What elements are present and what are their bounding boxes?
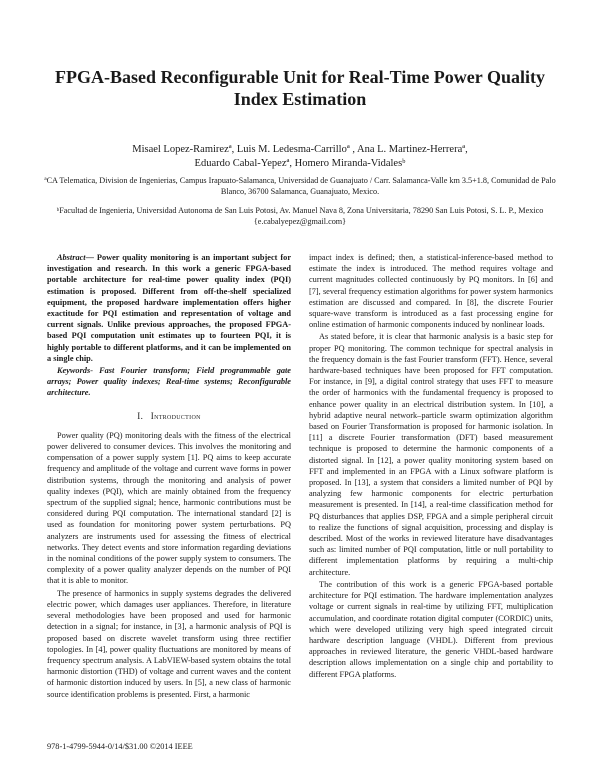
paragraph: As stated before, it is clear that harmonic analysis is a basic step for proper PQ monitoring. The common technique for spectral analysis in the frequency domain is the fast Fourier transform (FFT). Hence, several hardware-based techniques have been proposed for FFT computation. For instance, in [9], a digital control strategy that uses FFT to measure the order of harmonics with the fundamental frequency is proposed to enhance power quality in an electrical distribution system. In [10], a hybrid adaptive neural network–particle swarm optimization algorithm based on Fourier Transformation is proposed for harmonic isolation. In [11] a discrete Fourier transformation (DFT) based measurement technique is proposed to determine the harmonic components of a distorted signal. In [12], a power quality monitoring system based on FFT and implemented in an FPGA with a Linux software platform is proposed. In [13], a system that considers a limited number of PQI by analyzing few harmonic components for electric perturbation measurement is presented. In [14], a real-time classification method for PQ disturbances that applies DSP, FPGA and a simple peripheral circuit to realize the functions of signal acquisition, processing and display is described. Most of the works in reviewed literature have disadvantages such as: limited number of PQI computation, little or null portability to different implementation platforms by requiring a multi-chip architecture. xyxy=(309,332,553,577)
authors-line-2: Eduardo Cabal-Yepezª, Homero Miranda-Vidalesᵇ xyxy=(194,158,406,169)
paragraph: Power quality (PQ) monitoring deals with the fitness of the electrical power delivered to consumer devices. This involves the monitoring and compensation of a power supply system [1]. PQ aims to keep accurate frequency and amplitude of the voltage and current wave forms in power distribution systems, through the monitoring and analysis of power quality indexes (PQI), which are mainly obtained from the frequency spectrum of the supplied signal; hence, harmonic contributions must be considered during PQI computation. The international standard [2] is used as foundation for monitoring power system perturbations. PQ analyzers are instruments used for assessing the fitness of electrical networks. They detect events and store information regarding deviations in the nominal conditions of the power supply system to consumers. The complexity of a power quality analyzer depends on the number of PQI that it is able to monitor. xyxy=(47,430,291,586)
section-heading xyxy=(47,411,291,422)
keywords: Keywords- Fast Fourier transform; Field programmable gate arrays; Power quality indexes; Real-time systems; Reconfigurable architecture. xyxy=(47,366,291,398)
affiliation-b xyxy=(40,205,560,227)
abstract-text: — Power quality monitoring is an important subject for investigation and research. In this work a generic FPGA-based portable architecture for real-time power quality index (PQI) estimation is proposed. Different from off-the-shelf specialized equipment, the proposed hardware implementation offers higher exactitude for PQI estimation and representation of voltage and current signals. Unlike previous approaches, the proposed FPGA-based PQI computation unit estimates up to fourteen PQI, it is highly portable to different platforms, and it can be implemented on a single chip. xyxy=(47,253,291,363)
right-column xyxy=(309,252,553,681)
affiliation-b-text: ᵇFacultad de Ingenieria, Universidad Autonoma de San Luis Potosi, Av. Manuel Nava 8, Zona Universitaria, 78290 San Luis Potosi, S. L. P., Mexico xyxy=(56,206,544,215)
paragraph: The presence of harmonics in supply systems degrades the delivered electric power, which damages user appliances. Therefore, in literature several methodologies have been proposed and used for harmonic detection in a signal; for instance, in [3], a harmonic analysis of PQI is proposed based on discrete wavelet transform using three rectifier topologies. In [4], power quality fluctuations are monitored by means of frequency spectrum analysis. A LabVIEW-based system obtains the total harmonic distortion (THD) of voltage and current waves and the content of harmonic distortion induced by users. In [5], a new class of harmonic source identification problems is presented. First, a harmonic xyxy=(47,588,291,699)
contact-email[interactable]: {e.cabalyepez@gmail.com} xyxy=(253,217,347,226)
section-title: Introduction xyxy=(150,410,201,421)
copyright-footer: 978-1-4799-5944-0/14/$31.00 ©2014 IEEE xyxy=(47,742,193,751)
paragraph: impact index is defined; then, a statistical-inference-based method to estimate the index is introduced. The method requires voltage and current magnitudes collected continuously by PQ monitors. In [6] and [7], several frequency estimation algorithms for power system harmonics estimation are discussed and compared. In [8], the discrete Fourier square-wave transform is introduced as a fast processing engine for online estimation of harmonic components induced by nonlinear loads. xyxy=(309,253,553,330)
affiliation-a: ªCA Telematica, Division de Ingenierias, Campus Irapuato-Salamanca, Universidad de Guanajuato / Carr. Salamanca-Valle km 3.5+1.8, Comunidad de Palo Blanco, 36700 Salamanca, Guanajuato, Mexico. xyxy=(44,176,556,196)
author-list xyxy=(40,143,560,171)
paper-title: FPGA-Based Reconfigurable Unit for Real-Time Power Quality Index Estimation xyxy=(55,67,545,109)
left-column xyxy=(47,252,291,701)
authors-line-1: Misael Lopez-Ramirezª, Luis M. Ledesma-Carrilloª , Ana L. Martinez-Herreraª, xyxy=(132,144,468,155)
section-number: I. xyxy=(137,410,144,421)
abstract-label: Abstract xyxy=(57,253,86,262)
paragraph: The contribution of this work is a generic FPGA-based portable architecture for PQI estimation. The hardware implementation analyzes voltage or current signals in real-time by utilizing FFT, multiplication accumulation, and coordinate rotation digital computer (CORDIC) units, which were developed utilizing very high speed integrated circuit hardware description language (VHDL). Different from previous approaches in reviewed literature, the generic VHDL-based hardware description allows implementation on a single chip and portability to different FPGA platforms. xyxy=(309,579,553,679)
abstract xyxy=(47,252,291,364)
